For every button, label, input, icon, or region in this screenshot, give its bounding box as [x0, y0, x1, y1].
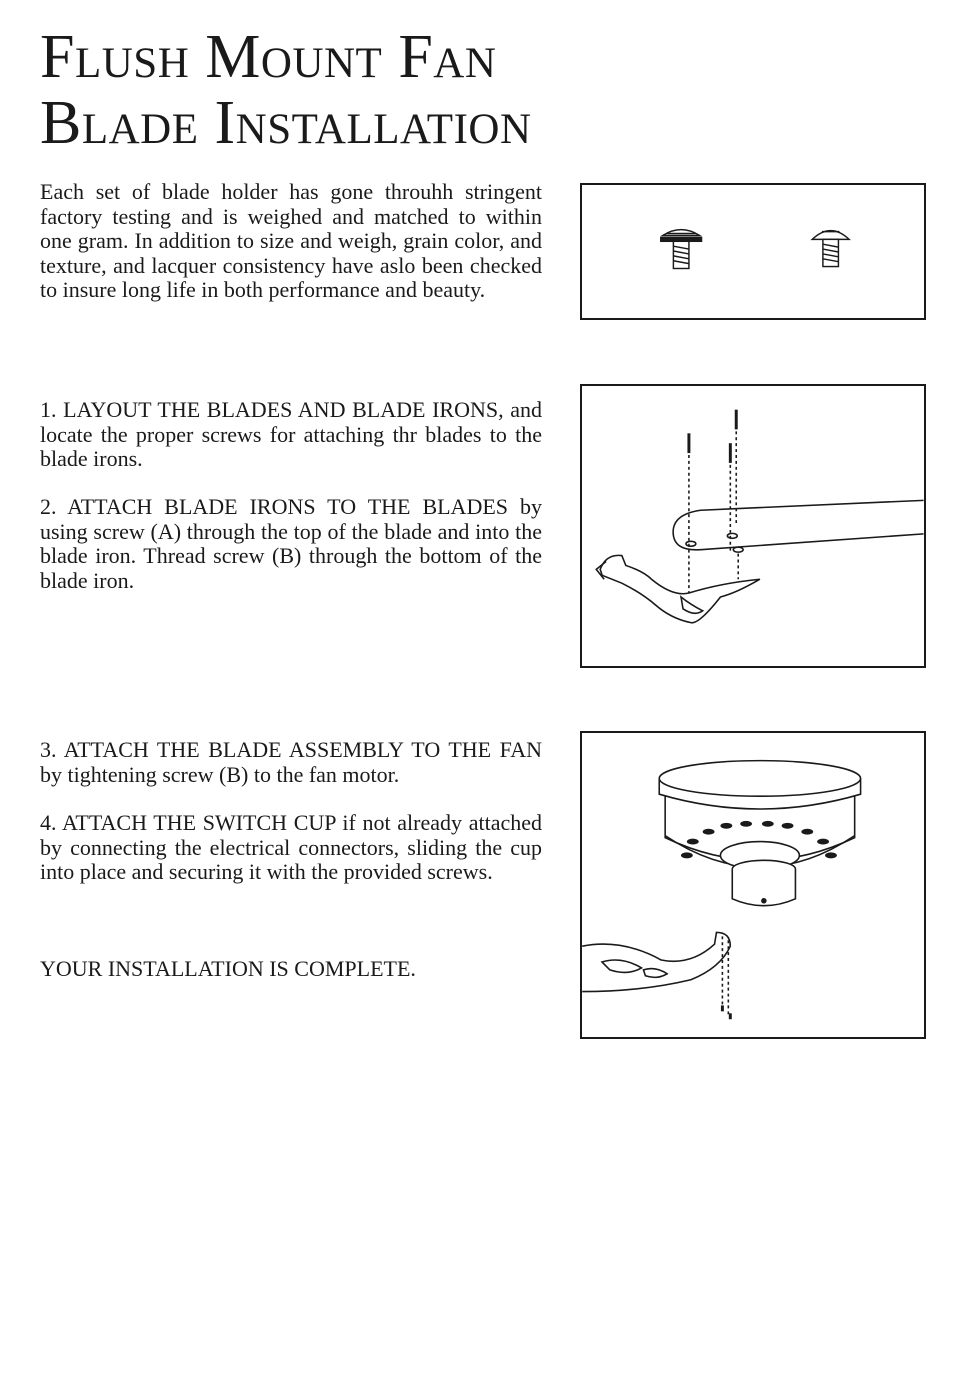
blade-iron-icon — [582, 932, 730, 991]
blade-icon — [673, 500, 923, 549]
screw-icon — [689, 410, 736, 463]
step-1: 1. LAYOUT THE BLADES AND BLADE IRONS, and locate the proper screws for attaching thr blades to the blade irons. — [40, 397, 542, 471]
fan-attach-figure — [580, 731, 926, 1039]
blade-iron-icon — [596, 555, 760, 622]
fan-motor-icon — [659, 761, 860, 870]
switch-cup-icon — [732, 860, 795, 905]
screw-a-icon — [661, 230, 702, 269]
step-4: 4. ATTACH THE SWITCH CUP if not already attached by connecting the electrical connectors, sliding the cup into place and securing it with the provided screws. — [40, 810, 542, 884]
blade-attach-figure — [580, 384, 926, 668]
screws-figure — [580, 183, 926, 320]
screw-b-icon — [812, 231, 849, 267]
page-title: Flush Mount Fan Blade Installation — [40, 23, 532, 157]
completion-note: YOUR INSTALLATION IS COMPLETE. — [40, 956, 416, 981]
intro-paragraph: Each set of blade holder has gone throuhh stringent factory testing and is weighed and matched to within one gram. In addition to size and weigh, grain color, and texture, and lacquer consistency have aslo been checked to insure long life in both performance and beauty. — [40, 179, 542, 302]
step-2: 2. ATTACH BLADE IRONS TO THE BLADES by using screw (A) through the top of the blade and into the blade iron. Thread screw (B) through the bottom of the blade iron. — [40, 494, 542, 593]
step-3: 3. ATTACH THE BLADE ASSEMBLY TO THE FAN by tightening screw (B) to the fan motor. — [40, 737, 542, 787]
